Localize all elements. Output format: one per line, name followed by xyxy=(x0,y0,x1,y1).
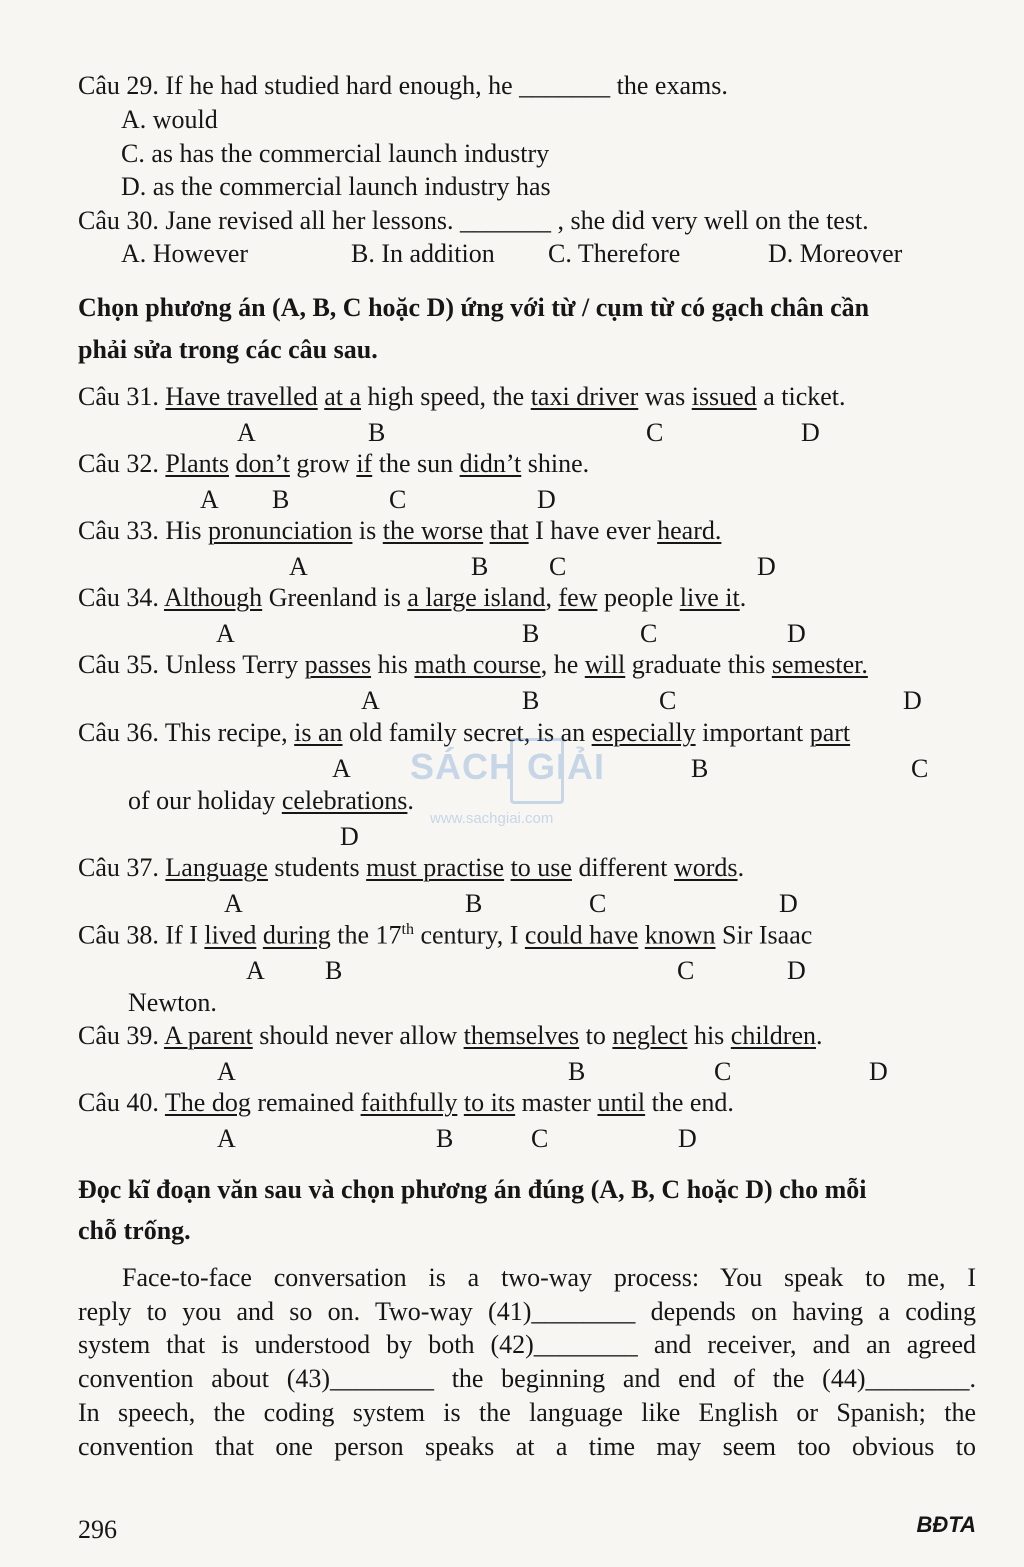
q40-underline-c: to its xyxy=(463,1088,516,1117)
q35-underline-b: math course xyxy=(414,650,541,679)
q35-underline-a: passes xyxy=(304,650,372,679)
q36-letters-line2: D xyxy=(340,822,359,851)
q38-underline-b: during xyxy=(262,920,331,950)
q40-underline-a: The dog xyxy=(164,1088,251,1117)
q29-option-c: C. as has the commercial launch industry xyxy=(121,139,550,168)
q38-underline-d: known xyxy=(644,920,716,950)
q37-underline-c: to use xyxy=(510,853,572,882)
q36-continuation: of our holiday celebrations. xyxy=(128,786,414,815)
q32-underline-c: if xyxy=(356,449,373,478)
q38-underline-c: could have xyxy=(524,920,639,950)
q39-underline-c: neglect xyxy=(612,1021,688,1050)
q37-underline-b: must practise xyxy=(366,853,505,882)
q39-letters: A B C D xyxy=(217,1057,888,1086)
q39-underline-d: children xyxy=(730,1021,816,1050)
q35-sentence: Câu 35. Unless Terry passes his math course, he will graduate this semester. xyxy=(78,650,868,679)
q35-underline-c: will xyxy=(584,650,626,679)
q33-letters: A B C D xyxy=(289,552,776,581)
q32-underline-d: didn’t xyxy=(459,449,522,478)
q30-option-c: C. Therefore xyxy=(548,239,681,268)
q33-underline-a: pronunciation xyxy=(208,516,353,545)
section-heading-error-id-line1: Chọn phương án (A, B, C hoặc D) ứng với từ / cụm từ có gạch chân cần xyxy=(78,293,870,322)
q31-underline-b: at a xyxy=(324,382,362,411)
q36-sentence: Câu 36. This recipe, is an old family secret, is an especially important part xyxy=(78,718,851,747)
q39-underline-a: A parent xyxy=(163,1021,253,1050)
q29-option-a: A. would xyxy=(121,105,218,134)
passage-line-1: Face-to-face conversation is a two-way process: You speak to me, I xyxy=(122,1263,976,1292)
q36-underline-a: is an xyxy=(294,718,343,747)
q36-underline-b: especially xyxy=(591,718,696,747)
passage-line-5: In speech, the coding system is the language like English or Spanish; the xyxy=(78,1398,976,1427)
section-heading-error-id-line2: phải sửa trong các câu sau. xyxy=(78,335,378,364)
q38-continuation: Newton. xyxy=(128,988,217,1017)
q36-underline-d: celebrations xyxy=(281,786,408,815)
q34-underline-d: live it xyxy=(679,583,740,612)
footer-code: BĐTA xyxy=(916,1512,976,1537)
q29-option-d: D. as the commercial launch industry has xyxy=(121,172,551,201)
page-number: 296 xyxy=(78,1515,117,1544)
q30-stem: Câu 30. Jane revised all her lessons. _______ , she did very well on the test. xyxy=(78,206,869,235)
q32-underline-a: Plants xyxy=(165,449,229,478)
section-heading-cloze-line2: chỗ trống. xyxy=(78,1216,191,1245)
q32-letters: A B C D xyxy=(200,485,556,514)
passage-line-2: reply to you and so on. Two-way (41)________ depends on having a coding xyxy=(78,1297,976,1326)
q34-letters: A B C D xyxy=(216,619,806,648)
q33-underline-d: heard. xyxy=(657,516,722,545)
q35-letters: A B C D xyxy=(361,686,922,715)
watermark-logo-text: SÁCH GIẢI xyxy=(410,746,606,787)
q34-sentence: Câu 34. Although Greenland is a large island, few people live it. xyxy=(78,583,747,612)
q38-sentence: Câu 38. If I lived during the 17th century, I could have known Sir Isaac xyxy=(78,920,813,950)
q38-letters: A B C D xyxy=(246,956,806,985)
q40-sentence: Câu 40. The dog remained faithfully to its master until the end. xyxy=(78,1088,734,1117)
q30-option-d: D. Moreover xyxy=(768,239,903,268)
q38-underline-a: lived xyxy=(204,920,257,950)
q40-underline-b: faithfully xyxy=(360,1088,458,1117)
q37-underline-a: Language xyxy=(165,853,268,882)
q31-sentence: Câu 31. Have travelled at a high speed, the taxi driver was issued a ticket. xyxy=(78,382,846,411)
q37-underline-d: words xyxy=(674,853,738,882)
q33-underline-b: the worse xyxy=(382,516,484,545)
q33-sentence: Câu 33. His pronunciation is the worse that I have ever heard. xyxy=(78,516,722,545)
q30-option-a: A. However xyxy=(121,239,249,268)
section-heading-cloze-line1: Đọc kĩ đoạn văn sau và chọn phương án đúng (A, B, C hoặc D) cho mỗi xyxy=(78,1175,867,1204)
q37-sentence: Câu 37. Language students must practise to use different words. xyxy=(78,853,745,882)
q34-underline-c: few xyxy=(558,583,598,612)
q37-letters: A B C D xyxy=(224,889,798,918)
q40-letters: A B C D xyxy=(217,1124,697,1153)
q39-underline-b: themselves xyxy=(463,1021,580,1050)
q35-underline-d: semester. xyxy=(771,650,868,679)
q34-underline-b: a large island xyxy=(407,583,546,612)
q33-underline-c: that xyxy=(489,516,529,545)
passage-line-4: convention about (43)________ the beginning and end of the (44)________. xyxy=(78,1364,976,1393)
passage-line-3: system that is understood by both (42)________ and receiver, and an agreed xyxy=(78,1330,976,1359)
q31-underline-a: Have travelled xyxy=(165,382,318,411)
q36-letters-line1: A B C xyxy=(332,754,929,783)
passage-line-6: convention that one person speaks at a time may seem too obvious to xyxy=(78,1432,976,1461)
q31-letters: A B C D xyxy=(237,418,820,447)
watermark-url: www.sachgiai.com xyxy=(430,810,554,827)
q32-underline-b: don’t xyxy=(235,449,290,478)
q31-underline-c: taxi driver xyxy=(530,382,639,411)
q36-underline-c: part xyxy=(809,718,851,747)
q31-underline-d: issued xyxy=(691,382,757,411)
q34-underline-a: Although xyxy=(163,583,263,612)
q30-option-b: B. In addition xyxy=(351,239,495,268)
q32-sentence: Câu 32. Plants don’t grow if the sun didn’t shine. xyxy=(78,449,590,478)
q40-underline-d: until xyxy=(597,1088,646,1117)
q39-sentence: Câu 39. A parent should never allow themselves to neglect his children. xyxy=(78,1021,823,1050)
q29-stem: Câu 29. If he had studied hard enough, he _______ the exams. xyxy=(78,71,728,100)
